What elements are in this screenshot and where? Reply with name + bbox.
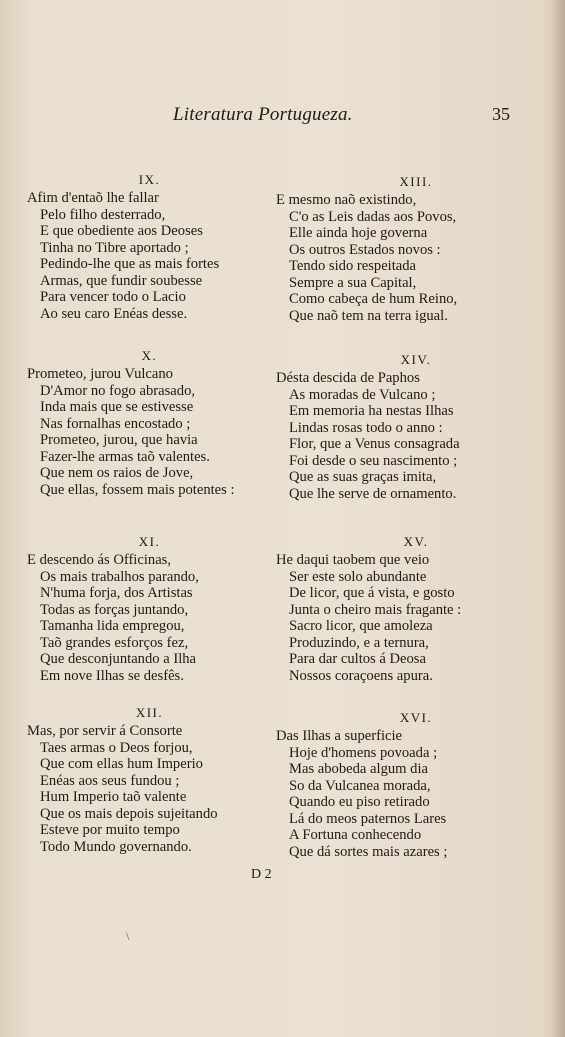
verse-line: Prometeo, jurou, que havia	[40, 432, 198, 448]
verse-line: Enéas aos seus fundou ;	[40, 772, 180, 789]
verse-line: A Fortuna conhecendo	[289, 827, 422, 843]
verse-line: Tinha no Tibre aportado ;	[40, 239, 189, 256]
stanza-number: XII.	[135, 705, 164, 720]
verse-line: Armas, que fundir soubesse	[40, 272, 203, 289]
stray-mark: \	[126, 929, 130, 943]
verse-line: Afim d'entaõ lhe fallar	[27, 190, 159, 206]
verse-line: Que dá sortes mais azares ;	[289, 843, 448, 860]
verse-line: Todas as forças juntando,	[40, 601, 189, 618]
verse-line: E mesmo naõ existindo,	[276, 192, 417, 208]
verse-line: De licor, que á vista, e gosto	[289, 585, 455, 601]
stanza	[276, 532, 556, 684]
stanza	[27, 346, 272, 498]
verse-line: Que com ellas hum Imperio	[40, 756, 203, 772]
verse-line: Ser este solo abundante	[289, 568, 427, 585]
verse-line: Désta descida de Paphos	[276, 370, 420, 386]
verse-line: Que lhe serve de ornamento.	[289, 485, 457, 502]
stanza	[27, 532, 272, 684]
verse-line: Das Ilhas a superficie	[276, 728, 403, 744]
verse-line: Lindas rosas todo o anno :	[289, 419, 443, 436]
verse-line: Esteve por muito tempo	[40, 822, 180, 838]
verse-line: Sempre a sua Capital,	[289, 274, 417, 291]
verse-line: Como cabeça de hum Reino,	[289, 291, 458, 307]
stanza	[276, 172, 556, 324]
stanza-number: XIV.	[400, 352, 432, 367]
verse-line: Prometeo, jurou Vulcano	[27, 366, 173, 382]
verse-line: Que nem os raios de Jove,	[40, 465, 194, 481]
verse-line: Quando eu piso retirado	[289, 794, 430, 810]
verse-line: N'huma forja, dos Artistas	[40, 585, 193, 601]
verse-line: Foi desde o seu nascimento ;	[289, 452, 458, 469]
verse-line: Hoje d'homens povoada ;	[289, 744, 438, 761]
verse-line: Para dar cultos á Deosa	[289, 651, 426, 667]
verse-line: Fazer-lhe armas taõ valentes.	[40, 448, 210, 465]
verse-line: As moradas de Vulcano ;	[289, 386, 436, 403]
verse-line: Os mais trabalhos parando,	[40, 568, 199, 585]
running-title: Literatura Portugueza.	[173, 104, 353, 125]
verse-line: Que ellas, fossem mais potentes :	[40, 481, 235, 498]
verse-line: Os outros Estados novos :	[289, 241, 441, 258]
verse-line: Todo Mundo governando.	[40, 838, 192, 855]
verse-line: Nas fornalhas encostado ;	[40, 415, 191, 432]
verse-line: D'Amor no fogo abrasado,	[40, 382, 196, 399]
verse-line: Mas, por servir á Consorte	[27, 723, 183, 739]
verse-line: Elle ainda hoje governa	[289, 225, 428, 241]
verse-line: Taõ grandes esforços fez,	[40, 634, 189, 651]
verse-line: Pedindo-lhe que as mais fortes	[40, 256, 220, 272]
verse-line: Para vencer todo o Lacio	[40, 289, 186, 305]
verse-line: Hum Imperio taõ valente	[40, 789, 187, 805]
verse-line: E que obediente aos Deoses	[40, 223, 203, 239]
verse-line: Lá do meos paternos Lares	[289, 810, 447, 827]
verse-line: Que naõ tem na terra igual.	[289, 307, 448, 324]
stanza	[27, 170, 272, 322]
verse-line: Ao seu caro Enéas desse.	[40, 305, 188, 322]
verse-line: Flor, que a Venus consagrada	[289, 436, 460, 452]
stanza-number: XI.	[138, 534, 161, 549]
verse-line: Tendo sido respeitada	[289, 258, 417, 274]
stanza-number: XVI.	[399, 710, 433, 725]
verse-line: Em nove Ilhas se desfês.	[40, 667, 184, 684]
verse-line: Nossos coraçoens apura.	[289, 667, 433, 684]
page-number: 35	[492, 104, 510, 124]
page-header	[0, 104, 565, 134]
verse-line: Produzindo, e a ternura,	[289, 634, 429, 651]
verse-line: Taes armas o Deos forjou,	[40, 739, 193, 756]
verse-line: E descendo ás Officinas,	[27, 552, 171, 568]
stanza	[27, 703, 272, 855]
verse-line: C'o as Leis dadas aos Povos,	[289, 208, 457, 225]
stanza	[276, 708, 556, 860]
verse-line: Inda mais que se estivesse	[40, 399, 194, 415]
verse-line: Sacro licor, que amoleza	[289, 618, 433, 634]
page-edge-shadow	[551, 0, 565, 1037]
verse-line: Que as suas graças imita,	[289, 469, 437, 485]
stanza-number: XIII.	[399, 174, 433, 189]
stanza	[276, 350, 556, 502]
verse-line: Que os mais depois sujeitando	[40, 805, 218, 822]
verse-line: Em memoria ha nestas Ilhas	[289, 403, 454, 419]
verse-line: So da Vulcanea morada,	[289, 777, 431, 794]
verse-line: Mas abobeda algum dia	[289, 761, 429, 777]
verse-line: Que desconjuntando a Ilha	[40, 651, 197, 667]
verse-line: Tamanha lida empregou,	[40, 618, 185, 634]
stanza-number: IX.	[138, 172, 161, 187]
signature-mark: D 2	[251, 867, 272, 882]
stanza-number: X.	[141, 348, 158, 363]
stanza-number: XV.	[403, 534, 429, 549]
verse-line: Junta o cheiro mais fragante :	[289, 601, 462, 618]
verse-line: He daqui taobem que veio	[276, 552, 430, 568]
verse-line: Pelo filho desterrado,	[40, 206, 166, 223]
